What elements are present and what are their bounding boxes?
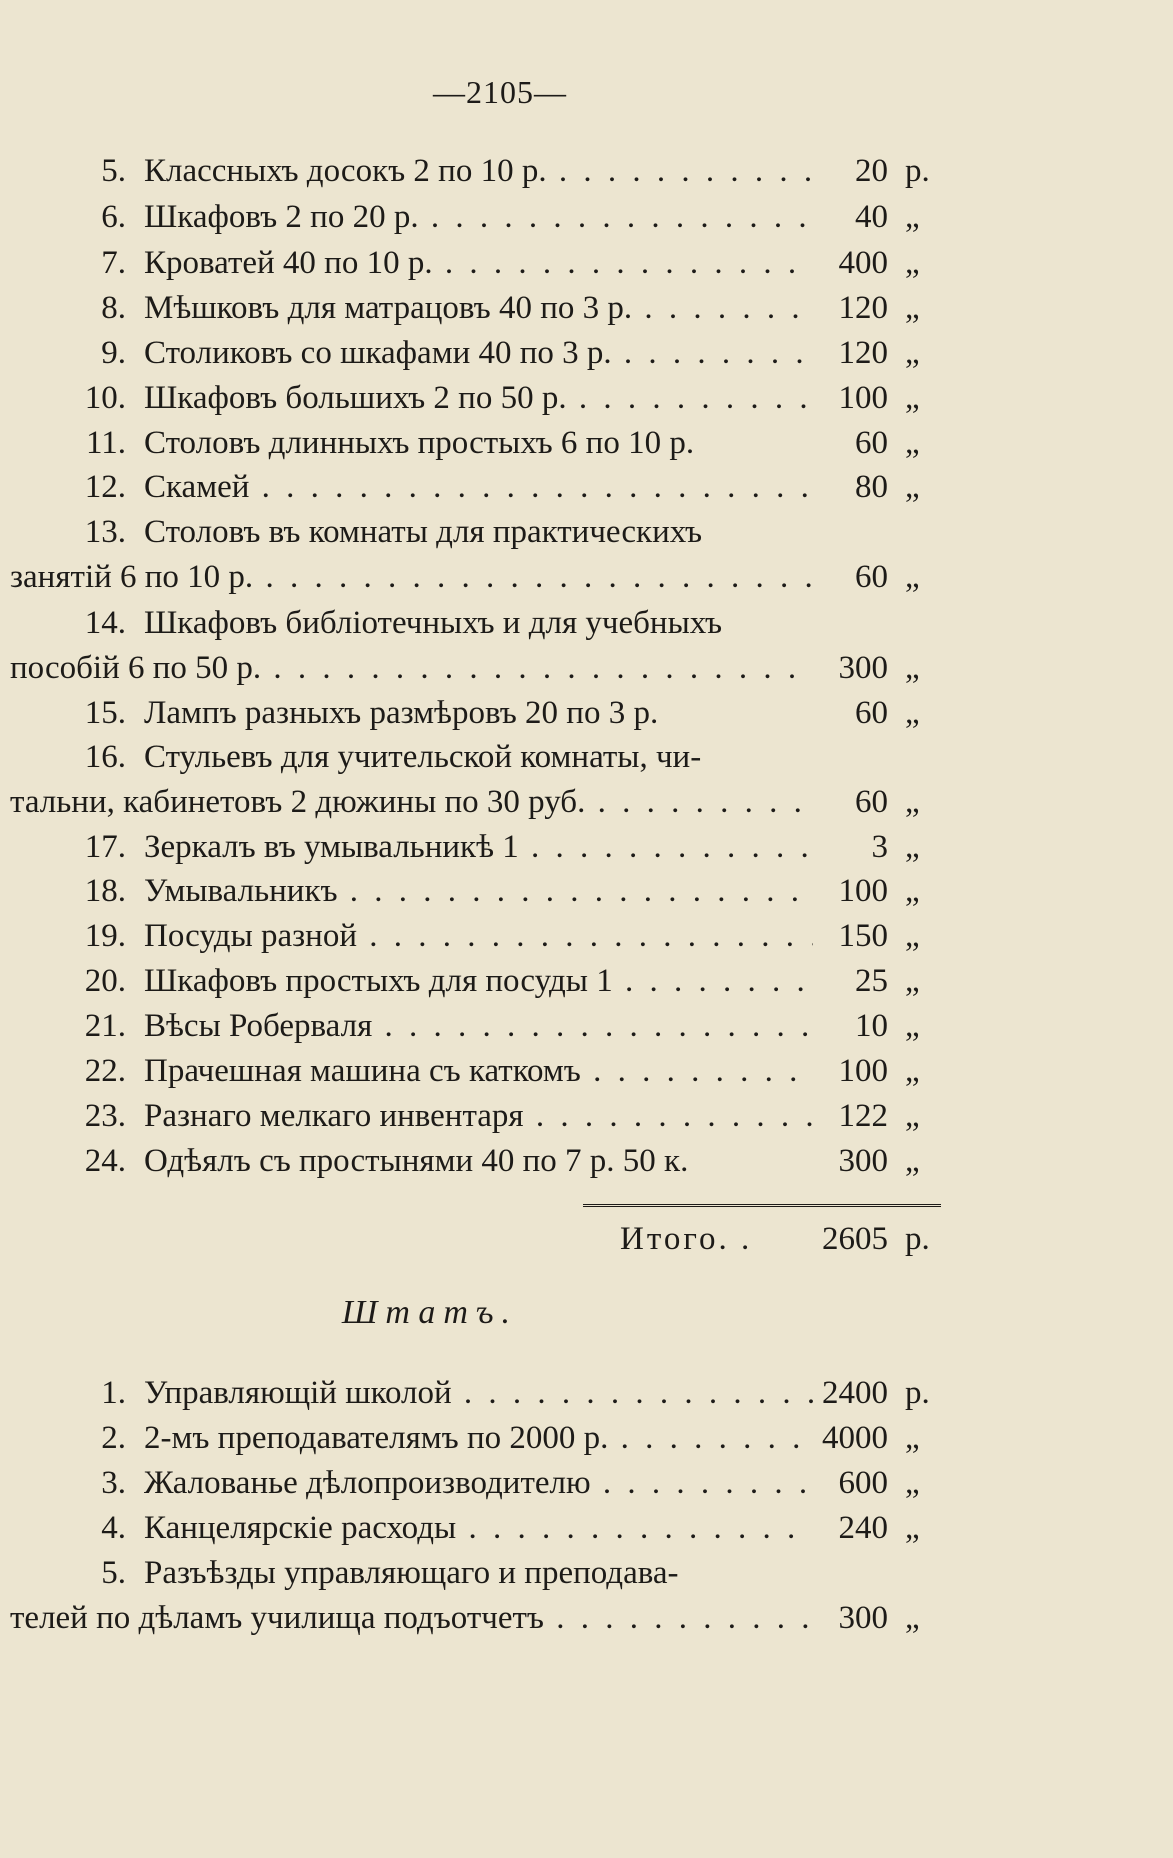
item-amount: 100: [838, 873, 888, 909]
total-label: Итого. .: [620, 1221, 753, 1257]
item-number: 2.: [101, 1420, 126, 1456]
list-item: [0, 464, 1173, 510]
item-unit: „: [905, 245, 920, 281]
item-unit: „: [905, 335, 920, 371]
item-number: 20.: [84, 963, 126, 999]
item-unit: „: [905, 963, 920, 999]
item-number: 16.: [84, 739, 126, 775]
item-number: 24.: [84, 1143, 126, 1179]
item-description: Посуды разной . . .: [144, 913, 813, 959]
item-number: 11.: [85, 425, 126, 461]
item-number: 12.: [84, 469, 126, 505]
item-unit: „: [905, 290, 920, 326]
item-amount: 100: [838, 380, 888, 416]
item-unit: „: [905, 425, 920, 461]
item-unit: „: [905, 1420, 920, 1456]
item-number: 18.: [84, 873, 126, 909]
item-amount: 60: [855, 559, 888, 595]
item-amount: 60: [855, 425, 888, 461]
item-number: 10.: [84, 380, 126, 416]
item-description: Разъѣзды управляющаго и преподава-: [144, 1555, 679, 1591]
item-unit: „: [905, 650, 920, 686]
item-description: Одѣялъ съ простынями 40 по 7 р. 50 к.: [144, 1143, 689, 1179]
item-unit: „: [905, 559, 920, 595]
item-amount: 60: [855, 784, 888, 820]
item-amount: 25: [855, 963, 888, 999]
item-number: 21.: [84, 1008, 126, 1044]
list-item: [0, 913, 1173, 959]
list-item: [0, 1505, 1173, 1551]
item-number: 6.: [101, 199, 126, 235]
item-number: 19.: [84, 918, 126, 954]
list-item: [0, 1048, 1173, 1094]
item-description-continuation: телей по дѣламъ училища подъотчетъ . . .: [10, 1595, 813, 1641]
item-unit: „: [905, 1008, 920, 1044]
total-amount: 2605: [822, 1221, 888, 1257]
item-unit: „: [905, 1465, 920, 1501]
item-unit: „: [905, 1098, 920, 1134]
item-amount: 100: [838, 1053, 888, 1089]
item-description: Шкафовъ большихъ 2 по 50 р. . . .: [144, 375, 813, 421]
list-item: [0, 1138, 1173, 1184]
list-item: [0, 194, 1173, 240]
item-amount: 400: [838, 245, 888, 281]
item-description: Прачешная машина съ каткомъ . . .: [144, 1048, 813, 1094]
item-amount: 4000: [822, 1420, 888, 1456]
item-description: Столовъ длинныхъ простыхъ 6 по 10 р.: [144, 425, 695, 461]
list-item: [0, 1093, 1173, 1139]
list-item: [0, 240, 1173, 286]
item-amount: 2400: [822, 1375, 888, 1411]
item-number: 9.: [101, 335, 126, 371]
item-amount: 120: [838, 290, 888, 326]
list-item: [0, 824, 1173, 870]
item-unit: „: [905, 784, 920, 820]
item-number: 5.: [101, 1555, 126, 1591]
item-description: Канцелярскіе расходы . . .: [144, 1505, 813, 1551]
item-unit: „: [905, 469, 920, 505]
list-item: [0, 509, 1173, 555]
list-item: [0, 330, 1173, 376]
item-number: 13.: [84, 514, 126, 550]
item-description-continuation: тальни, кабинетовъ 2 дюжины по 30 руб. . . .: [10, 779, 813, 825]
item-amount: 10: [855, 1008, 888, 1044]
item-amount: 120: [838, 335, 888, 371]
item-number: 7.: [101, 245, 126, 281]
item-amount: 300: [838, 650, 888, 686]
page-number: —2105—: [433, 74, 567, 110]
item-unit: „: [905, 380, 920, 416]
item-description-continuation: занятій 6 по 10 р. . . .: [10, 554, 813, 600]
item-description: Шкафовъ простыхъ для посуды 1 . . .: [144, 958, 813, 1004]
list-item-continuation: [0, 1595, 1173, 1641]
list-item: [0, 868, 1173, 914]
item-number: 1.: [101, 1375, 126, 1411]
item-description: Разнаго мелкаго инвентаря . . .: [144, 1093, 813, 1139]
item-description: Столиковъ со шкафами 40 по 3 р. . . .: [144, 330, 813, 376]
item-number: 23.: [84, 1098, 126, 1134]
item-description: Шкафовъ библіотечныхъ и для учебныхъ: [144, 605, 723, 641]
item-description: Стульевъ для учительской комнаты, чи-: [144, 739, 702, 775]
item-description: Классныхъ досокъ 2 по 10 р. . . .: [144, 148, 813, 194]
item-number: 14.: [84, 605, 126, 641]
item-description: Мѣшковъ для матрацовъ 40 по 3 р. . . .: [144, 285, 813, 331]
item-number: 22.: [84, 1053, 126, 1089]
section-title: Штатъ.: [341, 1294, 519, 1331]
item-description: Кроватей 40 по 10 р. . . .: [144, 240, 813, 286]
list-item: [0, 1003, 1173, 1049]
list-item: [0, 1370, 1173, 1416]
item-number: 4.: [101, 1510, 126, 1546]
item-amount: 60: [855, 695, 888, 731]
item-amount: 80: [855, 469, 888, 505]
list-item: [0, 420, 1173, 466]
item-amount: 122: [838, 1098, 888, 1134]
item-description: Скамей . . .: [144, 464, 813, 510]
item-unit: р.: [905, 1375, 930, 1411]
item-description: Зеркалъ въ умывальникѣ 1 . . .: [144, 824, 813, 870]
list-item: [0, 734, 1173, 780]
item-number: 8.: [101, 290, 126, 326]
item-number: 15.: [84, 695, 126, 731]
item-description: Управляющій школой . . .: [144, 1370, 813, 1416]
item-unit: „: [905, 873, 920, 909]
item-number: 17.: [84, 829, 126, 865]
list-item: [0, 1550, 1173, 1596]
item-description: Шкафовъ 2 по 20 р. . . .: [144, 194, 813, 240]
item-unit: „: [905, 918, 920, 954]
item-unit: „: [905, 1143, 920, 1179]
item-description: Столовъ въ комнаты для практическихъ: [144, 514, 703, 550]
item-description: 2-мъ преподавателямъ по 2000 р. . . .: [144, 1415, 813, 1461]
item-unit: р.: [905, 153, 930, 189]
total-rule: [583, 1204, 941, 1207]
list-item-continuation: [0, 779, 1173, 825]
item-amount: 150: [838, 918, 888, 954]
item-unit: „: [905, 1600, 920, 1636]
item-amount: 600: [838, 1465, 888, 1501]
item-unit: „: [905, 199, 920, 235]
item-amount: 300: [838, 1143, 888, 1179]
item-description: Жалованье дѣлопроизводителю . . .: [144, 1460, 813, 1506]
item-description-continuation: пособій 6 по 50 р. . . .: [10, 645, 813, 691]
item-amount: 20: [855, 153, 888, 189]
item-unit: „: [905, 695, 920, 731]
item-amount: 240: [838, 1510, 888, 1546]
item-unit: „: [905, 1510, 920, 1546]
list-item: [0, 600, 1173, 646]
item-amount: 40: [855, 199, 888, 235]
list-item: [0, 690, 1173, 736]
item-amount: 3: [871, 829, 888, 865]
item-number: 5.: [101, 153, 126, 189]
list-item: [0, 285, 1173, 331]
list-item: [0, 1415, 1173, 1461]
item-number: 3.: [101, 1465, 126, 1501]
item-description: Лампъ разныхъ размѣровъ 20 по 3 р.: [144, 695, 659, 731]
item-description: Умывальникъ . . .: [144, 868, 813, 914]
list-item: [0, 375, 1173, 421]
list-item: [0, 958, 1173, 1004]
total-unit: р.: [905, 1221, 930, 1257]
list-item: [0, 148, 1173, 194]
item-unit: „: [905, 829, 920, 865]
item-description: Вѣсы Роберваля . . .: [144, 1003, 813, 1049]
list-item-continuation: [0, 554, 1173, 600]
list-item-continuation: [0, 645, 1173, 691]
list-item: [0, 1460, 1173, 1506]
item-amount: 300: [838, 1600, 888, 1636]
item-unit: „: [905, 1053, 920, 1089]
